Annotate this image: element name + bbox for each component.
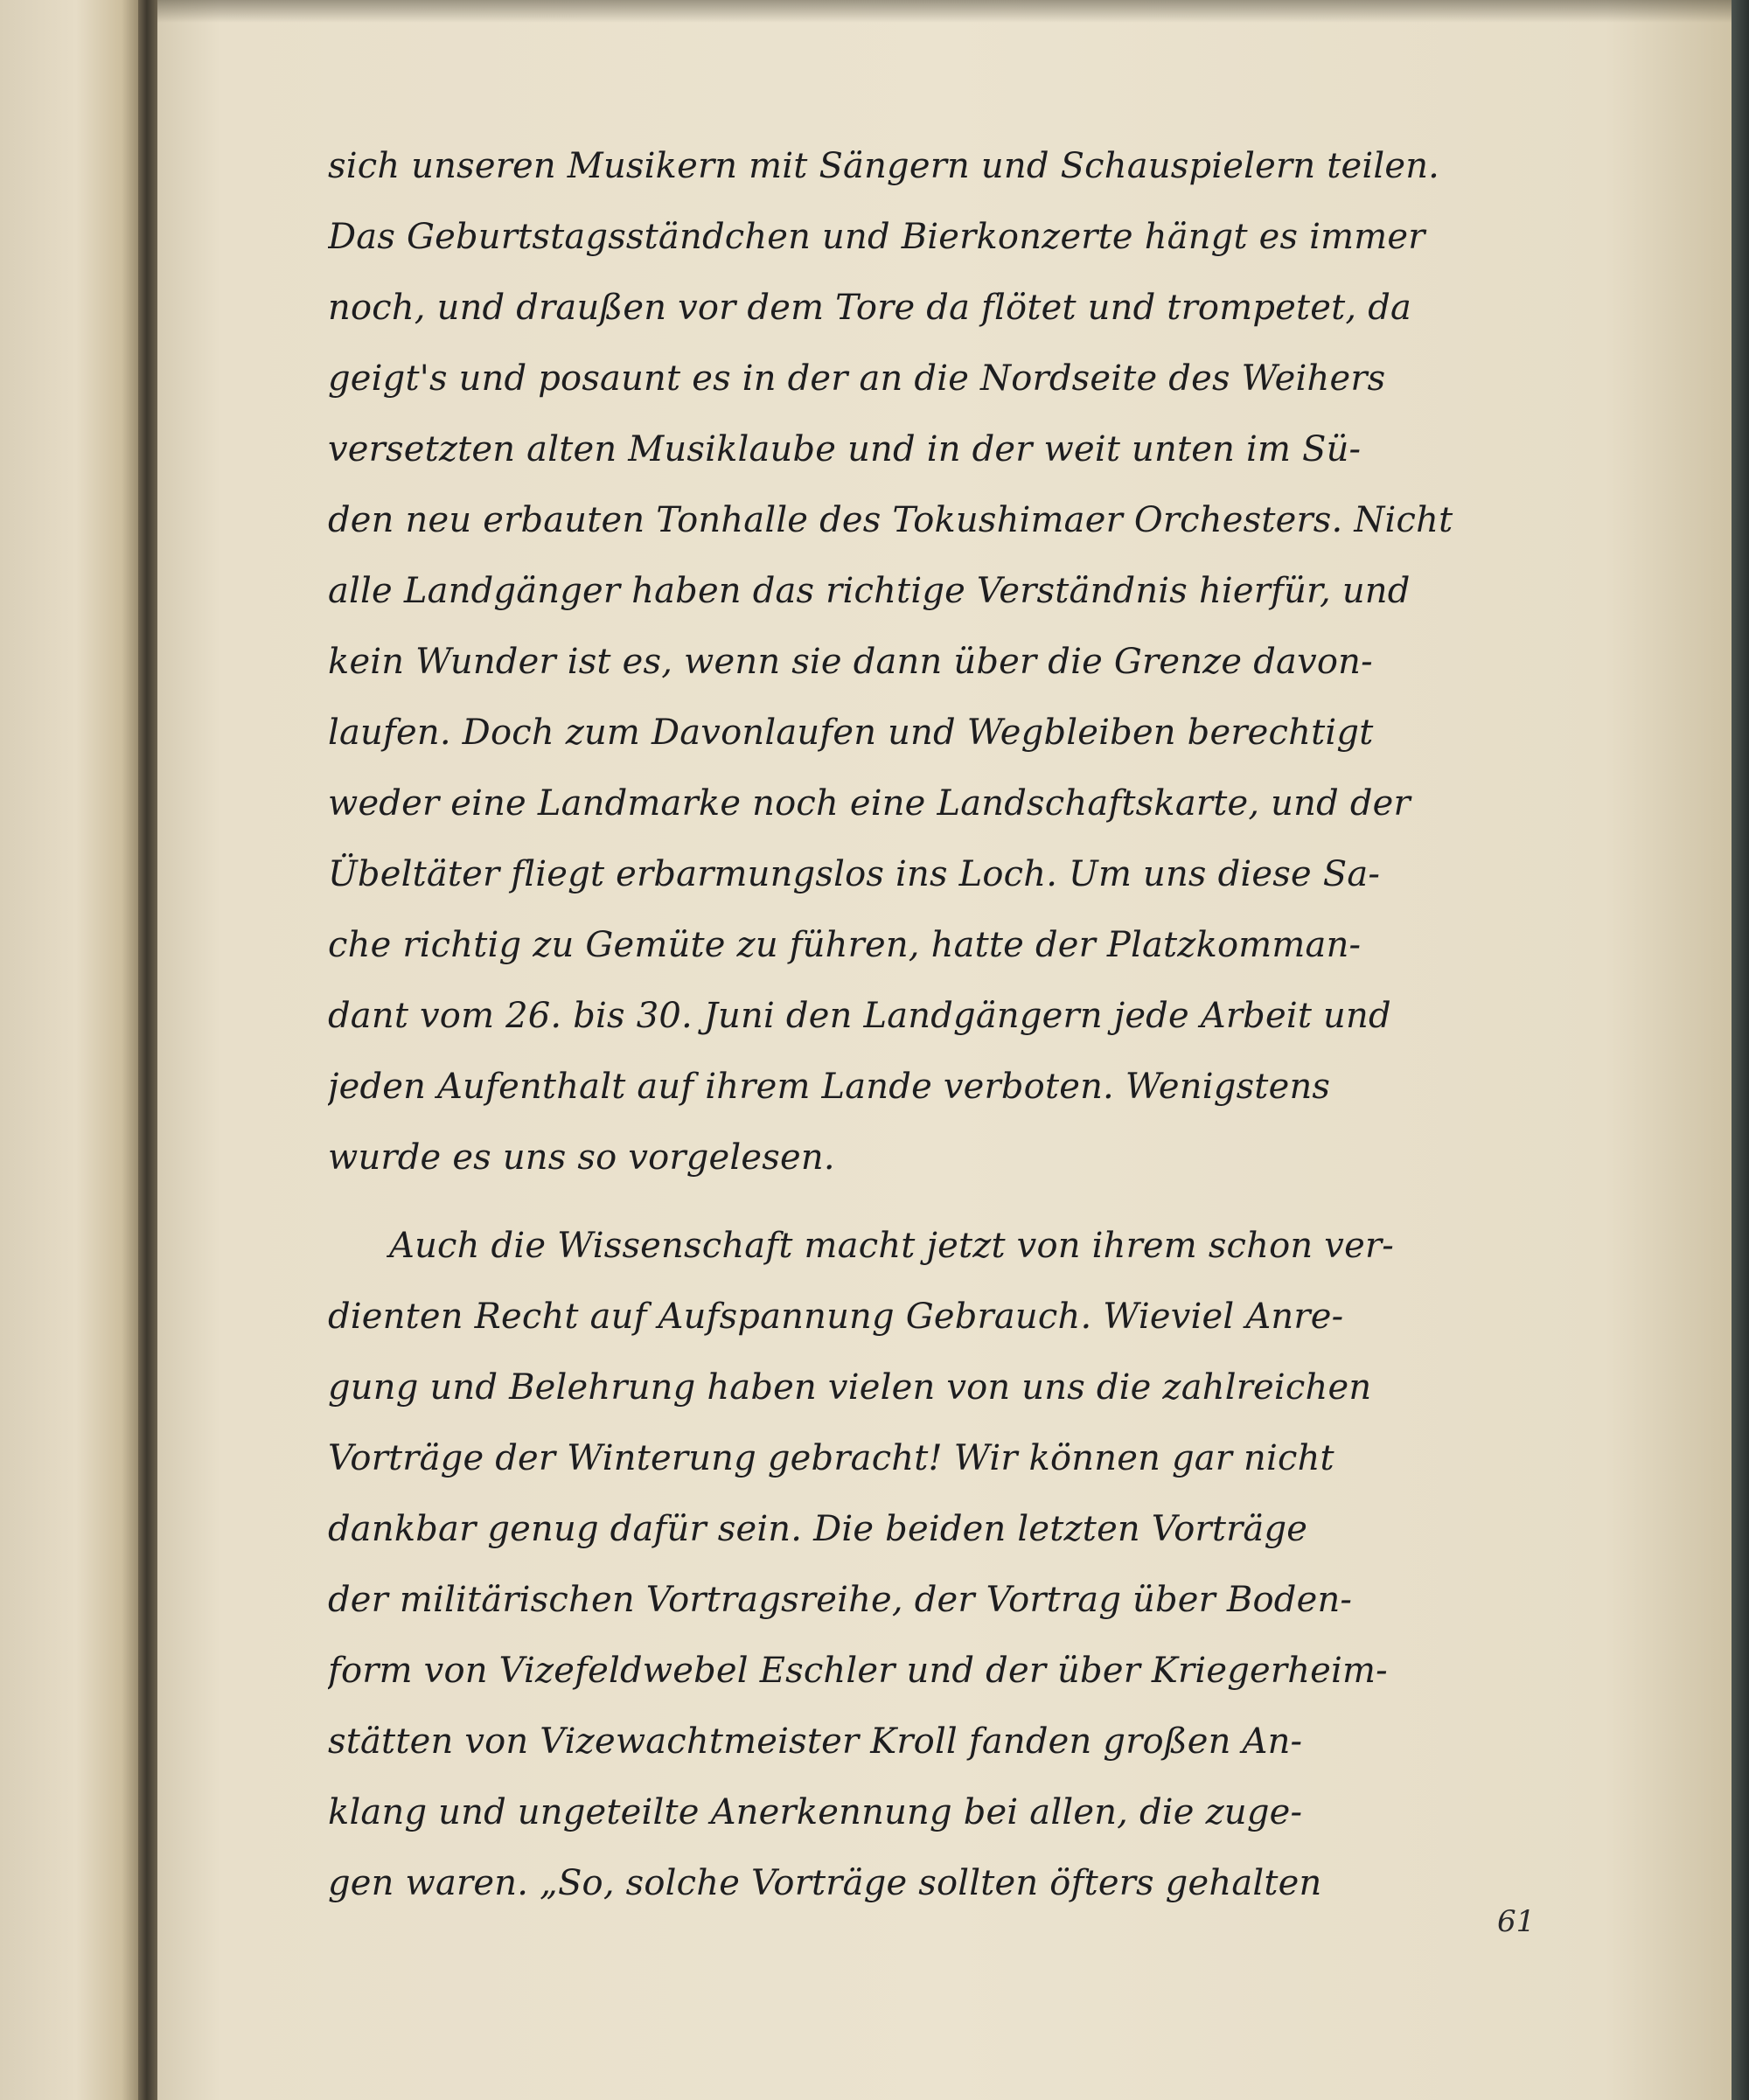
text-line: klang und ungeteilte Anerkennung bei allen, die zuge- bbox=[328, 1792, 1303, 1832]
right-cover-edge bbox=[1732, 0, 1749, 2100]
text-line: kein Wunder ist es, wenn sie dann über die Grenze davon- bbox=[328, 642, 1373, 682]
text-line: form von Vizefeldwebel Eschler und der über Kriegerheim- bbox=[328, 1651, 1388, 1691]
text-line: sich unseren Musikern mit Sängern und Schauspielern teilen. bbox=[328, 146, 1440, 186]
paragraph-2 bbox=[328, 1211, 1570, 1919]
text-line: weder eine Landmarke noch eine Landschaftskarte, und der bbox=[328, 783, 1411, 824]
text-line: Auch die Wissenschaft macht jetzt von ihrem schon ver- bbox=[389, 1226, 1394, 1266]
paragraph-1 bbox=[328, 131, 1570, 1193]
text-line: geigt's und posaunt es in der an die Nordseite des Weihers bbox=[328, 358, 1386, 399]
handwritten-text bbox=[328, 131, 1570, 1919]
text-line: laufen. Doch zum Davonlaufen und Wegbleiben berechtigt bbox=[328, 713, 1374, 753]
text-line: dant vom 26. bis 30. Juni den Landgängern jede Arbeit und bbox=[328, 996, 1391, 1036]
page-top-shadow bbox=[157, 0, 1732, 23]
text-line: versetzten alten Musiklaube und in der weit unten im Sü- bbox=[328, 429, 1362, 469]
text-line: den neu erbauten Tonhalle des Tokushimaer Orchesters. Nicht bbox=[328, 500, 1453, 540]
text-line: dienten Recht auf Aufspannung Gebrauch. Wieviel Anre- bbox=[328, 1297, 1344, 1337]
text-line: jeden Aufenthalt auf ihrem Lande verboten. Wenigstens bbox=[328, 1067, 1331, 1107]
text-line: der militärischen Vortragsreihe, der Vortrag über Boden- bbox=[328, 1580, 1353, 1620]
text-line: wurde es uns so vorgelesen. bbox=[328, 1137, 835, 1178]
text-line: Das Geburtstagsständchen und Bierkonzerte hängt es immer bbox=[328, 217, 1425, 257]
page-number: 61 bbox=[1497, 1904, 1536, 1939]
book-binding bbox=[138, 0, 157, 2100]
text-line: che richtig zu Gemüte zu führen, hatte der Platzkomman- bbox=[328, 925, 1362, 965]
text-line: Übeltäter fliegt erbarmungslos ins Loch. Um uns diese Sa- bbox=[328, 854, 1381, 894]
left-page-edge bbox=[0, 0, 138, 2100]
text-line: stätten von Vizewachtmeister Kroll fanden großen An- bbox=[328, 1721, 1303, 1762]
text-line: gen waren. „So, solche Vorträge sollten öfters gehalten bbox=[328, 1863, 1322, 1903]
text-line: gung und Belehrung haben vielen von uns die zahlreichen bbox=[328, 1367, 1372, 1408]
text-line: dankbar genug dafür sein. Die beiden letzten Vorträge bbox=[328, 1509, 1308, 1549]
text-line: Vorträge der Winterung gebracht! Wir können gar nicht bbox=[328, 1438, 1334, 1478]
paragraph-gap bbox=[328, 1193, 1570, 1211]
text-line: alle Landgänger haben das richtige Verständnis hierfür, und bbox=[328, 571, 1411, 611]
text-line: noch, und draußen vor dem Tore da flötet und trompetet, da bbox=[328, 288, 1412, 328]
